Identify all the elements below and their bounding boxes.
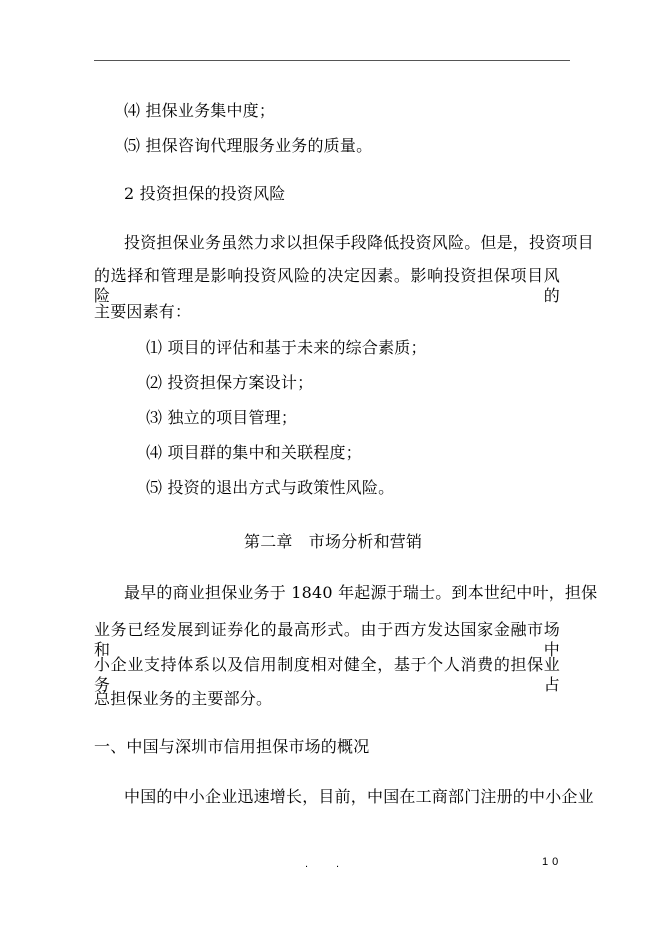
chapter-title: 第二章 市场分析和营销 — [244, 532, 423, 551]
paragraph-line: 最早的商业担保业务于 1840 年起源于瑞士。到本世纪中叶，担保 — [124, 583, 598, 602]
sub-heading: 一、中国与深圳市信用担保市场的概况 — [94, 737, 370, 756]
paragraph-line: 主要因素有： — [94, 302, 192, 321]
paragraph-line: 的选择和管理是影响投资风险的决定因素。影响投资担保项目风险的 — [94, 266, 560, 305]
list-item: ⑷ 担保业务集中度； — [124, 101, 276, 120]
footer-dots: .. — [305, 858, 368, 870]
paragraph-line: 业务已经发展到证券化的最高形式。由于西方发达国家金融市场和中 — [94, 620, 560, 659]
list-item: ⑸ 担保咨询代理服务业务的质量。 — [124, 136, 373, 155]
paragraph-line: 小企业支持体系以及信用制度相对健全，基于个人消费的担保业务占 — [94, 655, 560, 694]
list-item: ⑵ 投资担保方案设计； — [146, 373, 314, 392]
list-item: ⑷ 项目群的集中和关联程度； — [146, 443, 362, 462]
paragraph-line: 投资担保业务虽然力求以担保手段降低投资风险。但是，投资项目 — [124, 233, 594, 252]
list-item: ⑶ 独立的项目管理； — [146, 408, 298, 427]
page-number: 10 — [542, 856, 563, 868]
header-rule — [94, 60, 570, 61]
list-item: ⑸ 投资的退出方式与政策性风险。 — [146, 478, 395, 497]
paragraph-line: 中国的中小企业迅速增长，目前，中国在工商部门注册的中小企业 — [124, 787, 594, 806]
section-heading: 2 投资担保的投资风险 — [124, 184, 286, 203]
list-item: ⑴ 项目的评估和基于未来的综合素质； — [146, 338, 427, 357]
paragraph-line: 总担保业务的主要部分。 — [94, 689, 273, 708]
